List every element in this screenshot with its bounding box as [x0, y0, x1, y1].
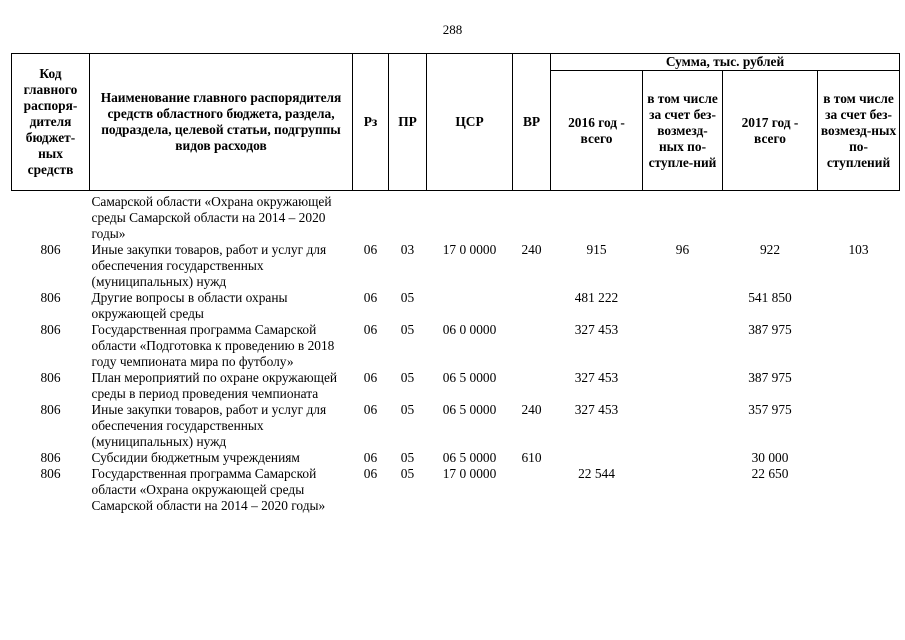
header-2017-total: 2017 год - всего — [723, 71, 818, 191]
cell-vr — [513, 322, 551, 370]
page-number: 288 — [442, 22, 463, 37]
cell-2016-free — [643, 290, 723, 322]
cell-pr: 05 — [400, 466, 415, 481]
cell-2016-total — [551, 450, 643, 466]
cell-2017-total: 541 850 — [748, 290, 792, 305]
cell-rz: 06 — [363, 322, 378, 337]
cell-name: Государственная программа Самарской области «Подготовка к проведению в 2018 году чемпионата мира по футболу» — [91, 322, 335, 369]
cell-rz: 06 — [363, 450, 378, 465]
cell-csr: 06 5 0000 — [442, 370, 497, 385]
cell-csr: 17 0 0000 — [442, 466, 497, 481]
table-row — [12, 402, 900, 450]
cell-csr: 06 5 0000 — [442, 450, 497, 465]
cell-pr — [389, 191, 427, 243]
cell-code: 806 — [40, 322, 61, 337]
cell-2017-free — [818, 322, 900, 370]
header-2016-total: 2016 год - всего — [551, 71, 643, 191]
cell-code: 806 — [40, 402, 61, 417]
cell-2016-free: 96 — [675, 242, 690, 257]
cell-2016-total: 22 544 — [578, 466, 615, 481]
cell-2017-free — [818, 466, 900, 514]
cell-code: 806 — [40, 242, 61, 257]
cell-2016-total: 915 — [586, 242, 607, 257]
header-2017-free: в том числе за счет без-возмезд-ных по-ступлений — [818, 71, 900, 191]
table-row — [12, 466, 900, 514]
cell-name: Иные закупки товаров, работ и услуг для обеспечения государственных (муниципальных) нужд — [91, 242, 327, 289]
cell-name: Субсидии бюджетным учреждениям — [91, 450, 300, 465]
cell-code: 806 — [40, 370, 61, 385]
cell-pr: 05 — [400, 370, 415, 385]
cell-2017-free — [818, 370, 900, 402]
cell-code: 806 — [40, 450, 61, 465]
cell-name: Другие вопросы в области охраны окружающей среды — [91, 290, 288, 321]
header-vr: ВР — [513, 54, 551, 191]
cell-name: Иные закупки товаров, работ и услуг для обеспечения государственных (муниципальных) нужд — [91, 402, 327, 449]
cell-pr: 03 — [400, 242, 415, 257]
cell-2017-free: 103 — [848, 242, 869, 257]
cell-vr — [513, 290, 551, 322]
cell-2016-total: 327 453 — [574, 370, 619, 385]
cell-2017-free — [818, 191, 900, 243]
cell-2016-total: 481 222 — [574, 290, 619, 305]
cell-csr — [427, 191, 513, 243]
cell-vr: 240 — [521, 402, 542, 417]
cell-2016-free — [643, 450, 723, 466]
cell-vr — [513, 370, 551, 402]
cell-vr: 610 — [521, 450, 542, 465]
table-row — [12, 242, 900, 290]
cell-2017-free — [818, 450, 900, 466]
table-row — [12, 290, 900, 322]
cell-2017-total — [723, 191, 818, 243]
header-csr: ЦСР — [427, 54, 513, 191]
cell-2017-total: 357 975 — [748, 402, 792, 417]
cell-vr: 240 — [521, 242, 542, 257]
cell-csr — [427, 290, 513, 322]
budget-table — [11, 53, 900, 514]
cell-csr: 06 5 0000 — [442, 402, 497, 417]
cell-2017-total: 922 — [759, 242, 781, 257]
cell-2017-free — [818, 290, 900, 322]
cell-pr: 05 — [400, 402, 415, 417]
cell-code: 806 — [40, 290, 61, 305]
cell-rz: 06 — [363, 402, 378, 417]
cell-pr: 05 — [400, 322, 415, 337]
cell-name: План мероприятий по охране окружающей среды в период проведения чемпионата — [91, 370, 338, 401]
cell-2016-free — [643, 370, 723, 402]
cell-rz: 06 — [363, 466, 378, 481]
cell-csr: 17 0 0000 — [442, 242, 497, 257]
cell-2016-free — [643, 402, 723, 450]
cell-2017-total: 30 000 — [751, 450, 789, 465]
cell-code — [12, 191, 90, 243]
table-row — [12, 322, 900, 370]
table-row — [12, 191, 900, 243]
header-code: Код главного распоря-дителя бюджет-ных средств — [12, 54, 90, 191]
cell-rz: 06 — [363, 370, 378, 385]
header-name: Наименование главного распорядителя средств областного бюджета, раздела, подраздела, целевой статьи, подгруппы видов расходов — [90, 54, 353, 191]
cell-2016-free — [643, 322, 723, 370]
header-pr: ПР — [389, 54, 427, 191]
cell-csr: 06 0 0000 — [442, 322, 497, 337]
header-rz: Рз — [353, 54, 389, 191]
cell-2016-total — [551, 191, 643, 243]
table-header — [12, 54, 900, 191]
cell-name: Самарской области «Охрана окружающей среды Самарской области на 2014 – 2020 годы» — [91, 194, 332, 241]
cell-pr: 05 — [400, 290, 415, 305]
cell-name: Государственная программа Самарской области «Охрана окружающей среды Самарской области на 2014 – 2020 годы» — [91, 466, 326, 513]
cell-pr: 05 — [400, 450, 415, 465]
header-sum: Сумма, тыс. рублей — [551, 54, 900, 71]
table-body — [12, 191, 900, 515]
cell-2016-total: 327 453 — [574, 402, 619, 417]
header-2016-free: в том числе за счет без-возмезд-ных по-ступле-ний — [643, 71, 723, 191]
cell-2017-total: 387 975 — [748, 322, 792, 337]
cell-rz: 06 — [363, 242, 378, 257]
cell-2016-free — [643, 191, 723, 243]
cell-vr — [513, 191, 551, 243]
table-row — [12, 450, 900, 466]
table-row — [12, 370, 900, 402]
cell-2016-total: 327 453 — [574, 322, 619, 337]
cell-2017-total: 387 975 — [748, 370, 792, 385]
cell-2017-total: 22 650 — [751, 466, 789, 481]
cell-rz — [353, 191, 389, 243]
cell-code: 806 — [40, 466, 61, 481]
cell-vr — [513, 466, 551, 514]
cell-rz: 06 — [363, 290, 378, 305]
cell-2017-free — [818, 402, 900, 450]
cell-2016-free — [643, 466, 723, 514]
